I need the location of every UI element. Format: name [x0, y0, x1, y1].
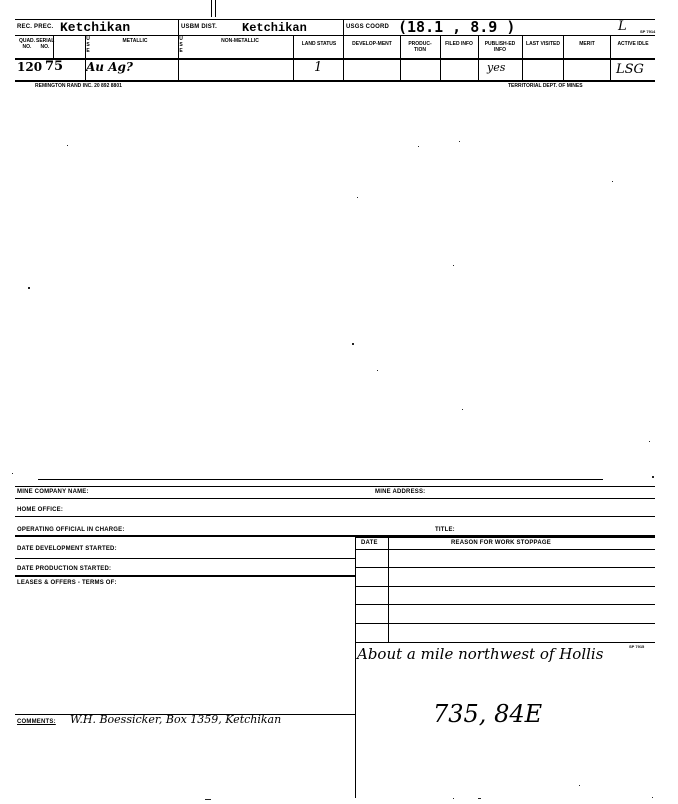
reference-number: 735, 84E	[433, 700, 543, 728]
title-label: TITLE:	[435, 527, 455, 533]
serial-value: 75	[45, 59, 64, 74]
usgs-coord-value: (18.1 , 8.9 )	[398, 18, 516, 36]
usbm-dist-value: Ketchikan	[242, 21, 307, 35]
date-column-header: DATE	[361, 540, 378, 546]
mine-address-label: MINE ADDRESS:	[375, 489, 426, 495]
usbm-dist-label: USBM DIST.	[181, 24, 218, 30]
header-metallic: METALLIC	[122, 38, 148, 44]
rec-prec-value: Ketchikan	[60, 20, 131, 35]
usgs-coord-label: USGS COORD	[346, 24, 390, 30]
metallic-value: Au Ag?	[86, 60, 133, 74]
location-note: About a mile northwest of Hollis	[357, 645, 604, 663]
active-idle-value: LSG	[616, 62, 644, 77]
header-serial-no: SERIAL NO.	[36, 38, 55, 50]
quad-value: 120	[17, 60, 43, 74]
mine-company-label: MINE COMPANY NAME:	[17, 489, 89, 495]
header-nonmetallic-codes: U S E	[179, 36, 183, 54]
header-quad-no: QUAD. NO.	[18, 38, 36, 50]
date-production-label: DATE PRODUCTION STARTED:	[17, 566, 112, 572]
header-filed-info: FILED INFO	[445, 41, 473, 47]
reason-column-header: REASON FOR WORK STOPPAGE	[451, 540, 551, 546]
leases-label: LEASES & OFFERS - TERMS OF:	[17, 580, 117, 586]
header-last-visited: LAST VISITED	[526, 41, 560, 47]
header-active-idle: ACTIVE IDLE	[617, 41, 649, 47]
binder-mark	[211, 0, 216, 17]
header-production: PRODUC-TION	[408, 41, 432, 53]
form-number-bottom: SP 7915	[629, 644, 645, 649]
corner-mark: L	[618, 19, 627, 34]
comments-value: W.H. Boessicker, Box 1359, Ketchikan	[70, 713, 282, 726]
rec-prec-label: REC. PREC.	[17, 24, 54, 30]
top-footer-left: REMINGTON RAND INC. 20 892 8801	[35, 83, 122, 89]
form-number-top: SP 7914	[640, 29, 656, 34]
header-published-info: PUBLISH-ED INFO	[484, 41, 516, 53]
published-info-value: yes	[487, 61, 506, 74]
header-nonmetallic: NON-METALLIC	[221, 38, 259, 44]
top-footer-right: TERRITORIAL DEPT. OF MINES	[508, 83, 583, 89]
header-metallic-codes: U S E	[86, 36, 90, 54]
land-status-value: 1	[314, 60, 323, 75]
comments-label: COMMENTS:	[17, 719, 56, 725]
date-development-label: DATE DEVELOPMENT STARTED:	[17, 546, 117, 552]
home-office-label: HOME OFFICE:	[17, 507, 64, 513]
header-land-status: LAND STATUS	[301, 41, 337, 47]
header-merit: MERIT	[579, 41, 595, 47]
operating-official-label: OPERATING OFFICIAL IN CHARGE:	[17, 527, 125, 533]
header-development: DEVELOP-MENT	[352, 41, 392, 47]
